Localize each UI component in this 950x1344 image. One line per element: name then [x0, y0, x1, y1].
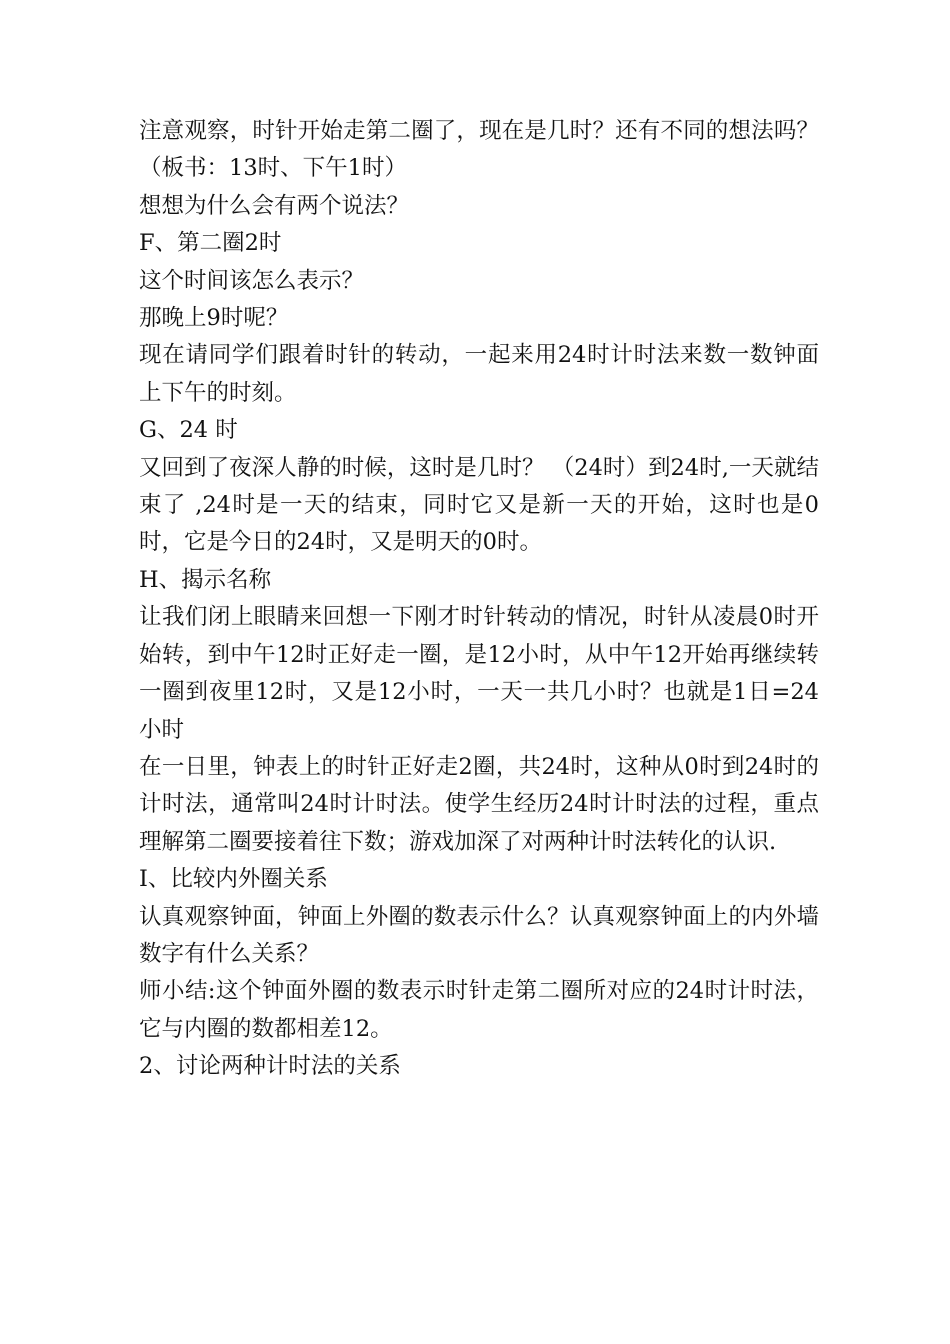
paragraph-midnight: 又回到了夜深人静的时候，这时是几时？ （24时）到24时,一天就结束了 ,24时是一天的结束，同时它又是新一天的开始，这时也是0时，它是今日的24时，又是明天的0时。 [139, 454, 819, 556]
paragraph-24-hour-definition: 在一日里，钟表上的时针正好走2圈，共24时，这种从0时到24时的计时法，通常叫24时计时法。使学生经历24时计时法的过程，重点理解第二圈要接着往下数；游戏加深了对两种计时法转化的认识. [139, 753, 819, 855]
paragraph-recall-rotation: 让我们闭上眼睛来回想一下刚才时针转动的情况，时针从凌晨0时开始转，到中午12时正好走一圈，是12小时，从中午12开始再继续转一圈到夜里12时，又是12小时，一天一共几小时？也就是1日=24小时 [139, 604, 819, 743]
section-heading-f: F、第二圈2时 [139, 230, 282, 257]
paragraph-teacher-summary: 师小结:这个钟面外圈的数表示时针走第二圈所对应的24时计时法，它与内圈的数都相差12。 [139, 978, 819, 1042]
paragraph-how-to-express: 这个时间该怎么表示？ [139, 267, 365, 294]
section-heading-g: G、24 时 [139, 417, 238, 444]
section-heading-i: I、比较内外圈关系 [139, 866, 328, 893]
section-heading-2: 2、讨论两种计时法的关系 [139, 1053, 401, 1080]
paragraph-count-along: 现在请同学们跟着时针的转动，一起来用24时计时法来数一数钟面上下午的时刻。 [139, 342, 819, 406]
section-heading-h: H、揭示名称 [139, 566, 272, 593]
paragraph-why-two-names: 想想为什么会有两个说法？ [139, 192, 410, 219]
paragraph-observe-clock-face: 认真观察钟面，钟面上外圈的数表示什么？认真观察钟面上的内外墙数字有什么关系？ [139, 903, 819, 967]
paragraph-nine-pm: 那晚上9时呢？ [139, 305, 289, 332]
paragraph-observe-second-circle: 注意观察，时针开始走第二圈了，现在是几时？还有不同的想法吗？（板书：13时、下午1时） [139, 118, 819, 182]
document-body [139, 113, 819, 1086]
